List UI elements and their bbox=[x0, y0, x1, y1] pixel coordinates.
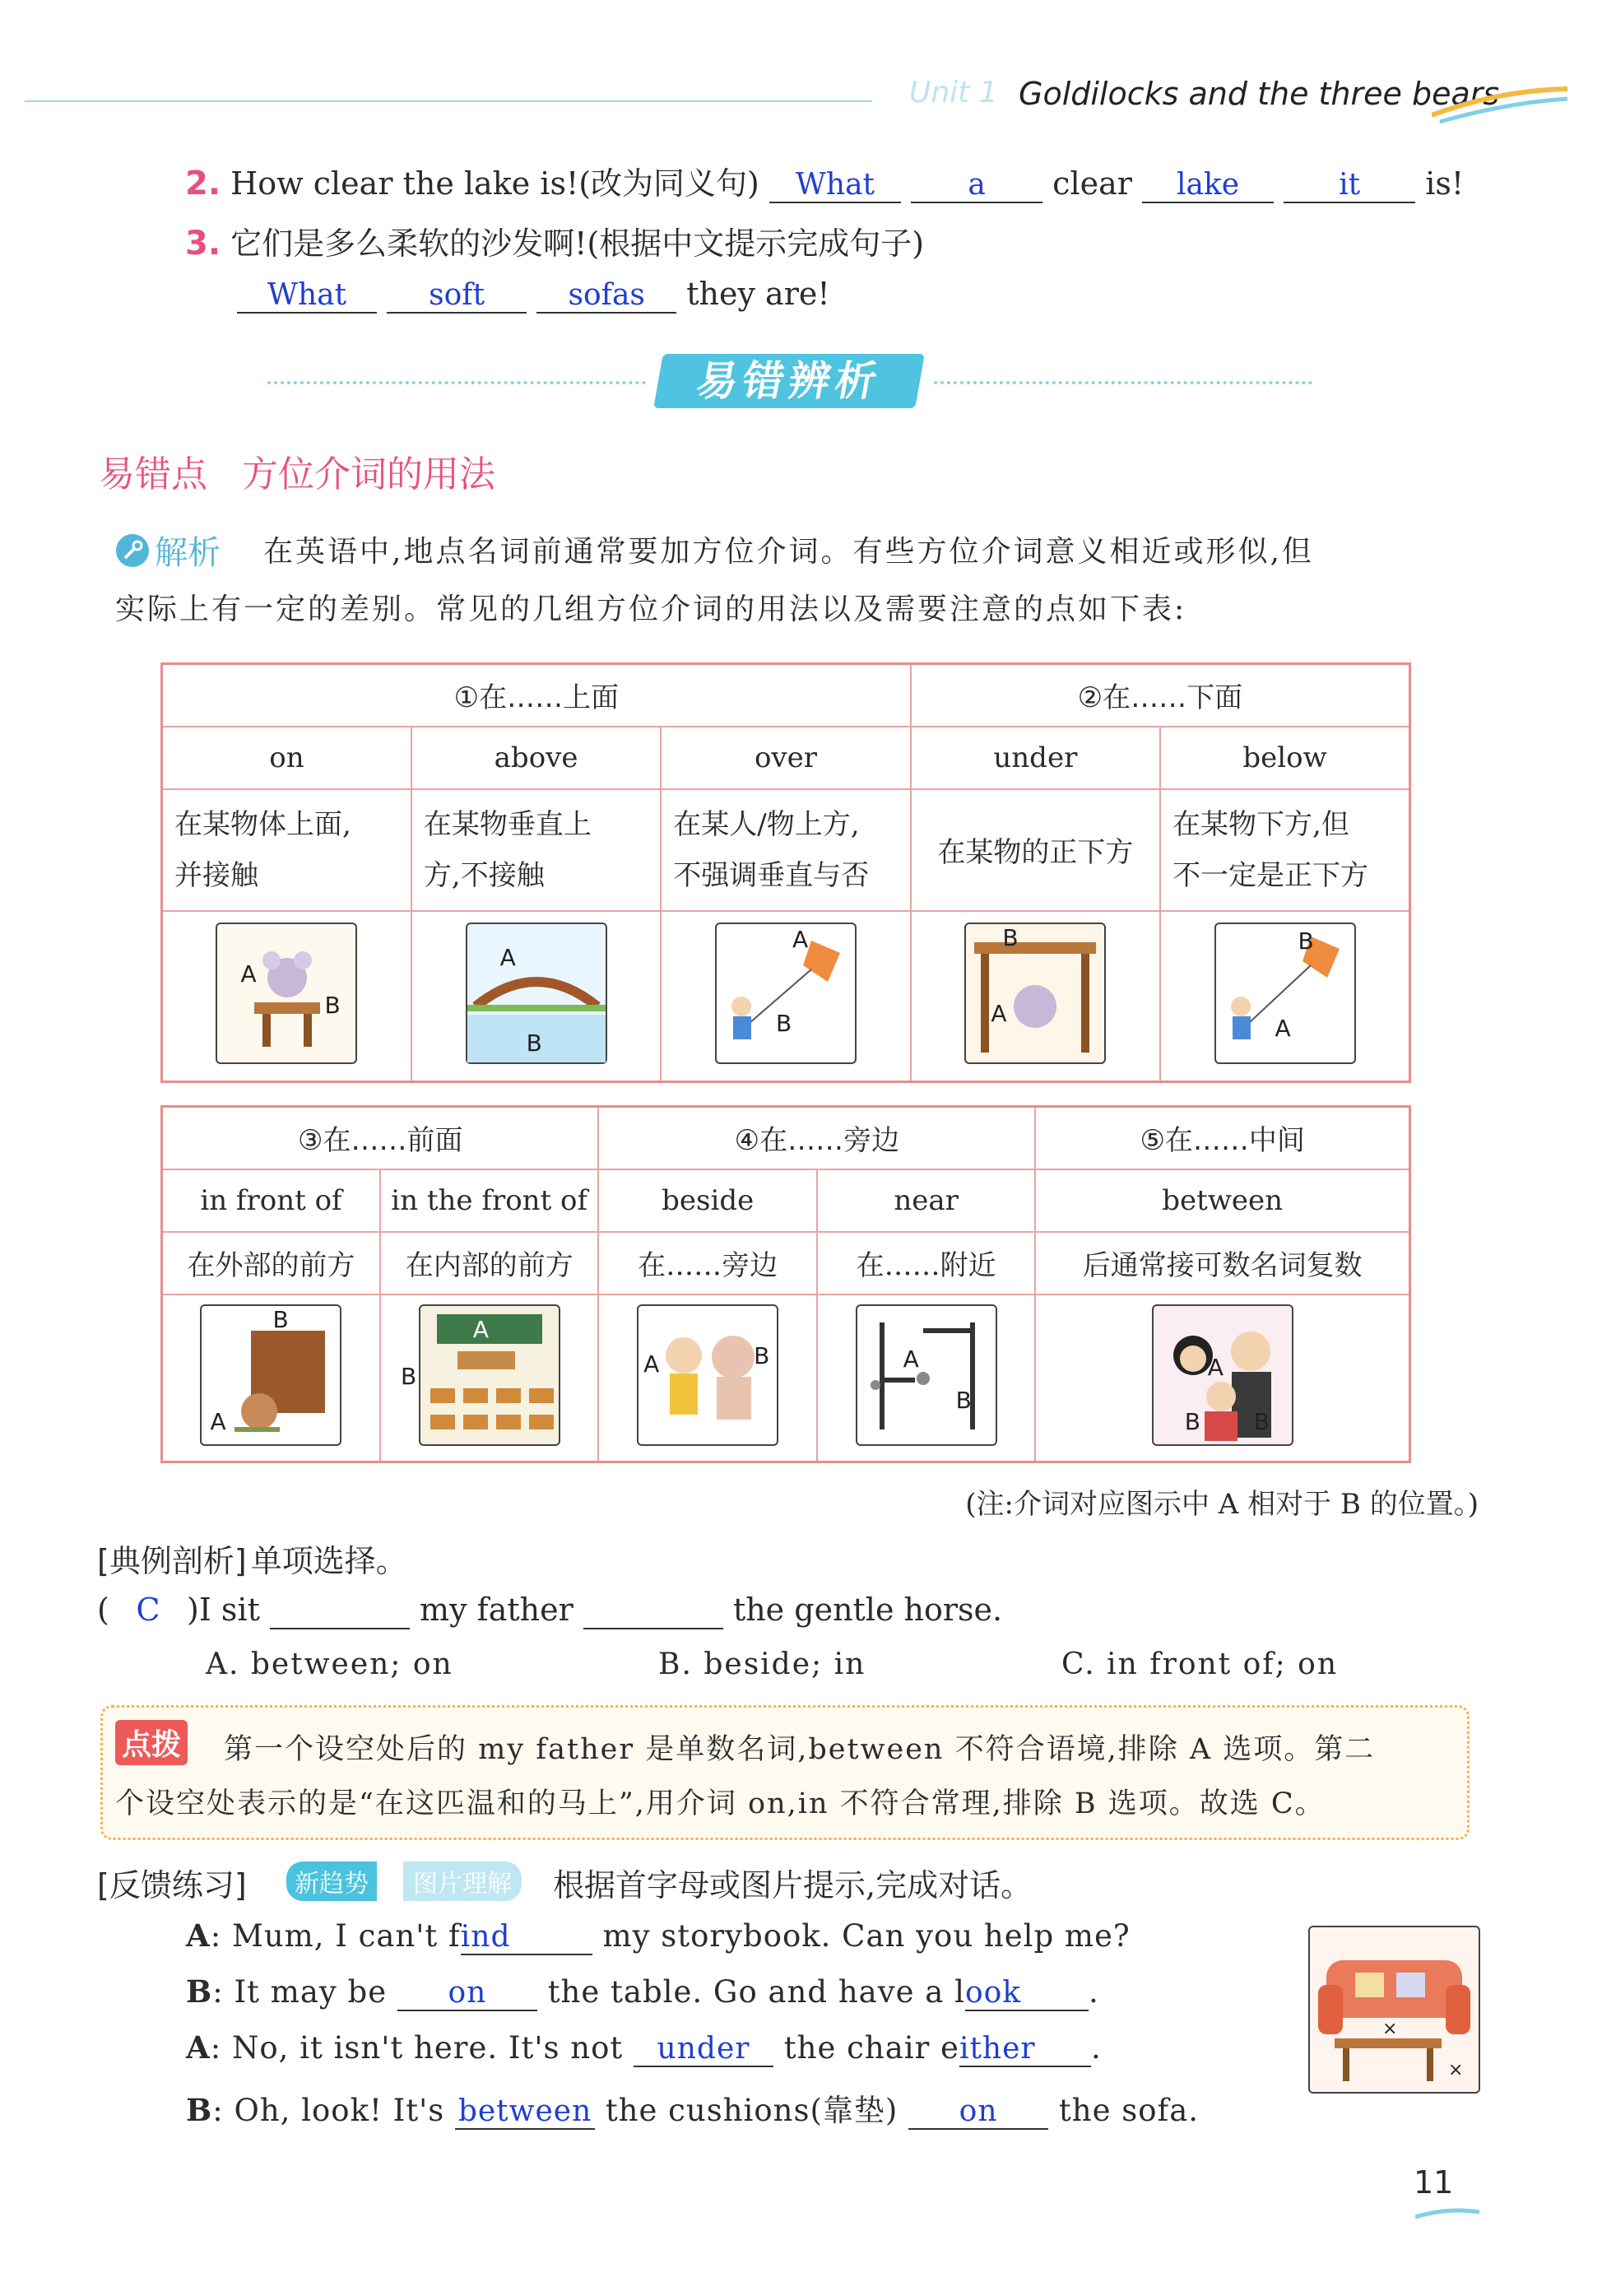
tip-label: 点拨 bbox=[115, 1720, 188, 1765]
bridge-over-river-illustration: A B bbox=[466, 923, 607, 1064]
dialogue-line-2: B: It may be on the table. Go and have a look . bbox=[186, 1973, 1099, 2010]
preposition-table-2 bbox=[160, 1105, 1411, 1463]
table-word: under bbox=[911, 727, 1160, 789]
dialogue-line-3: A: No, it isn't here. It's not under the chair either . bbox=[186, 2029, 1102, 2066]
dotted-rule bbox=[934, 381, 1312, 384]
table-meaning: 在某物下方,但 不一定是正下方 bbox=[1160, 789, 1409, 911]
tip-line-2: 个设空处表示的是“在这匹温和的马上”,用介词 on,in 不符合常理,排除 B 选项。故选 C。 bbox=[115, 1787, 1326, 1820]
example-heading bbox=[97, 1536, 407, 1581]
answer-blank: ook bbox=[965, 1976, 1089, 2011]
table-illustration bbox=[380, 1294, 598, 1462]
example-answer: C bbox=[136, 1592, 160, 1628]
answer-blank: ind bbox=[461, 1920, 592, 1955]
table-group-header: ②在……下面 bbox=[911, 664, 1410, 727]
table-meaning: 在某物的正下方 bbox=[911, 789, 1160, 911]
paren: ( bbox=[97, 1592, 109, 1628]
svg-text:×: × bbox=[1382, 2019, 1398, 2039]
table-word: near bbox=[817, 1169, 1035, 1232]
boy-beside-bear-illustration: A B bbox=[637, 1304, 778, 1446]
table-illustration bbox=[1035, 1294, 1409, 1462]
error-point-label: 易错点 bbox=[99, 453, 207, 495]
question-text: How clear the lake is!(改为同义句) bbox=[230, 165, 759, 202]
mouse-under-table-illustration: B A bbox=[964, 923, 1106, 1064]
table-meaning: 在某人/物上方, 不强调垂直与否 bbox=[661, 789, 910, 911]
table-illustration bbox=[162, 1294, 380, 1462]
question-text: the gentle horse. bbox=[732, 1592, 1003, 1628]
answer-blank: on bbox=[908, 2094, 1048, 2130]
option-b: B. beside; in bbox=[658, 1648, 866, 1681]
analysis-label: 解析 bbox=[155, 534, 221, 572]
table-illustration bbox=[817, 1294, 1035, 1462]
answer-blank: under bbox=[634, 2032, 773, 2067]
question-text: )I sit bbox=[187, 1592, 260, 1628]
option-a: A. between; on bbox=[206, 1648, 453, 1681]
answer-blank: What bbox=[769, 168, 901, 203]
table-word: on bbox=[162, 727, 411, 789]
table-meaning: 在……旁边 bbox=[598, 1232, 816, 1294]
error-point-topic: 方位介词的用法 bbox=[241, 453, 495, 495]
table-group-header: ⑤在……中间 bbox=[1035, 1107, 1409, 1169]
table-illustration bbox=[661, 911, 910, 1082]
analysis-line-2: 实际上有一定的差别。常见的几组方位介词的用法以及需要注意的点如下表: bbox=[115, 593, 1187, 626]
table-illustration bbox=[411, 911, 661, 1082]
question-text: 它们是多么柔软的沙发啊!(根据中文提示完成句子) bbox=[230, 225, 925, 262]
table-word: between bbox=[1035, 1169, 1409, 1232]
option-c: C. in front of; on bbox=[1061, 1648, 1339, 1681]
mouse-on-stool-illustration: A B bbox=[216, 923, 357, 1064]
table-word: above bbox=[411, 727, 661, 789]
table-meaning: 在某物体上面, 并接触 bbox=[162, 789, 411, 911]
page-swoosh-icon bbox=[1415, 2205, 1481, 2222]
table-meaning: 在……附近 bbox=[817, 1232, 1035, 1294]
dialogue-line-4: B: Oh, look! It's between the cushions(靠垫) on the sofa. bbox=[186, 2092, 1200, 2128]
map-near-illustration: A B bbox=[856, 1304, 997, 1446]
table-illustration bbox=[911, 911, 1160, 1082]
section-banner: 易错辨析 bbox=[653, 354, 925, 408]
family-between-illustration: A B B bbox=[1152, 1304, 1293, 1446]
trend-badge: 新趋势 bbox=[286, 1861, 377, 1901]
table-note: (注:介词对应图示中 A 相对于 B 的位置。) bbox=[965, 1488, 1479, 1521]
answer-blank: between bbox=[455, 2094, 595, 2130]
table-meaning: 后通常接可数名词复数 bbox=[1035, 1232, 1409, 1294]
answer-blank: ither bbox=[959, 2032, 1091, 2067]
answer-blank: a bbox=[911, 168, 1042, 203]
pic-label: B bbox=[400, 1362, 417, 1390]
table-meaning: 在内部的前方 bbox=[380, 1232, 598, 1294]
question-number: 3. bbox=[185, 225, 221, 263]
practice-title: [反馈练习] bbox=[97, 1867, 247, 1903]
snail-in-front-of-box-illustration: B A bbox=[200, 1304, 341, 1446]
table-word: in the front of bbox=[380, 1169, 598, 1232]
header-rule bbox=[25, 100, 872, 102]
table-illustration bbox=[1160, 911, 1409, 1082]
table-meaning: 在外部的前方 bbox=[162, 1232, 380, 1294]
table-meaning: 在某物垂直上 方,不接触 bbox=[411, 789, 661, 911]
practice-instruction: 根据首字母或图片提示,完成对话。 bbox=[553, 1867, 1033, 1903]
answer-blank: lake bbox=[1142, 168, 1274, 203]
classroom-illustration: A bbox=[419, 1304, 560, 1446]
answer-blank: sofas bbox=[536, 278, 676, 314]
answer-blank: What bbox=[237, 278, 377, 314]
question-3 bbox=[185, 218, 924, 263]
analysis-line-1: 在英语中,地点名词前通常要加方位介词。有些方位介词意义相近或形似,但 bbox=[263, 535, 1314, 569]
table-group-header: ③在……前面 bbox=[162, 1107, 599, 1169]
question-number: 2. bbox=[185, 165, 221, 202]
dialogue-line-1: A: Mum, I can't find my storybook. Can you help me? bbox=[186, 1917, 1131, 1954]
page-number: 11 bbox=[1414, 2164, 1454, 2201]
answer-blank: soft bbox=[387, 278, 527, 314]
table-word: below bbox=[1160, 727, 1409, 789]
answer-blank: on bbox=[397, 1976, 537, 2011]
table-word: over bbox=[661, 727, 910, 789]
example-instruction: 单项选择。 bbox=[250, 1543, 407, 1579]
question-text: clear bbox=[1052, 165, 1132, 202]
question-text: my father bbox=[420, 1592, 573, 1628]
dotted-rule bbox=[267, 381, 646, 384]
example-title: [典例剖析] bbox=[97, 1543, 247, 1579]
kite-over-boy-illustration: A B bbox=[715, 923, 857, 1064]
question-text: they are! bbox=[686, 276, 830, 312]
kite-above-boy-illustration: B A bbox=[1214, 923, 1356, 1064]
preposition-table-1 bbox=[160, 662, 1411, 1083]
question-text: is! bbox=[1425, 165, 1465, 202]
table-word: beside bbox=[598, 1169, 816, 1232]
question-2 bbox=[185, 158, 1469, 203]
table-word: in front of bbox=[162, 1169, 380, 1232]
error-point-title bbox=[99, 444, 495, 497]
key-icon bbox=[115, 533, 150, 568]
table-group-header: ①在……上面 bbox=[162, 664, 911, 727]
picture-badge: 图片理解 bbox=[403, 1861, 522, 1901]
table-illustration bbox=[598, 1294, 816, 1462]
header-unit: Unit 1 bbox=[909, 76, 998, 109]
table-group-header: ④在……旁边 bbox=[598, 1107, 1035, 1169]
example-question bbox=[97, 1592, 1002, 1629]
svg-text:×: × bbox=[1448, 2060, 1464, 2080]
table-illustration bbox=[162, 911, 411, 1082]
question-3-answers bbox=[237, 276, 830, 314]
header-title: Goldilocks and the three bears bbox=[1019, 76, 1500, 112]
sofa-illustration bbox=[1308, 1926, 1480, 2094]
answer-blank: it bbox=[1284, 168, 1415, 203]
header-swoosh-icon bbox=[1432, 82, 1572, 132]
tip-line-1: 第一个设空处后的 my father 是单数名词,between 不符合语境,排除 A 选项。第二 bbox=[224, 1733, 1376, 1766]
